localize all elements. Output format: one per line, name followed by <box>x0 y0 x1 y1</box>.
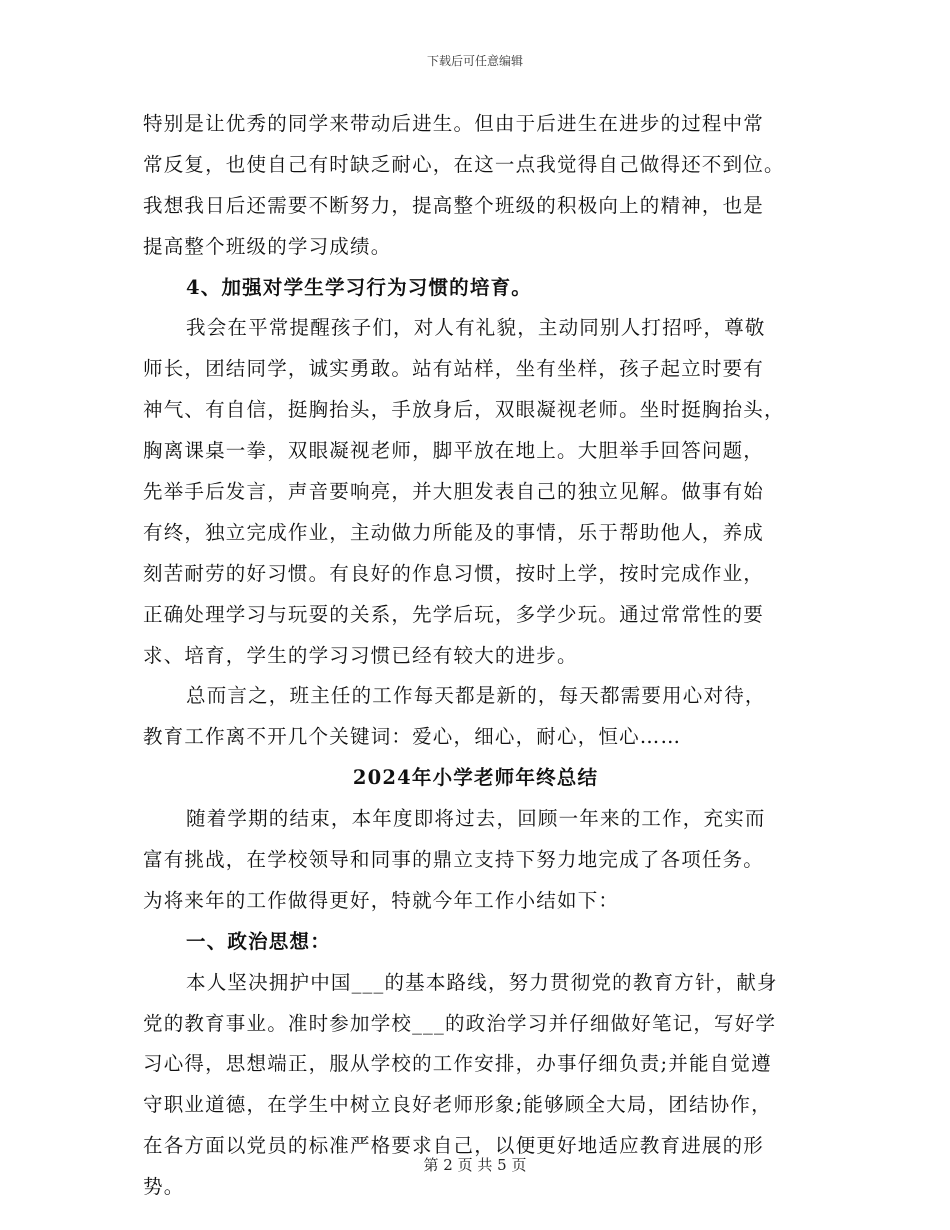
paragraph-line: 习心得，思想端正，服从学校的工作安排，办事仔细负责;并能自觉遵 <box>143 1052 772 1076</box>
document-title: 2024年小学老师年终总结 <box>352 766 599 790</box>
paragraph-line: 党的教育事业。准时参加学校___的政治学习并仔细做好笔记，写好学 <box>143 1011 777 1035</box>
document-body <box>143 104 808 1208</box>
section-heading: 4、加强对学生学习行为习惯的培育。 <box>186 275 532 299</box>
paragraph-line: 提高整个班级的学习成绩。 <box>143 234 392 258</box>
paragraph-line: 先举手后发言，声音要响亮，并大胆发表自己的独立见解。做事有始 <box>143 480 765 504</box>
page-header-note: 下载后可任意编辑 <box>426 54 523 68</box>
paragraph-line: 随着学期的结束，本年度即将过去，回顾一年来的工作，充实而 <box>186 807 766 831</box>
paragraph-line: 在各方面以党员的标准严格要求自己，以便更好地适应教育进展的形 <box>143 1134 765 1158</box>
page-number: 第 2 页 共 5 页 <box>423 1156 527 1174</box>
paragraph-line: 教育工作离不开几个关键词：爱心，细心，耐心，恒心…… <box>143 725 682 749</box>
paragraph-line: 求、培育，学生的学习习惯已经有较大的进步。 <box>143 643 578 667</box>
paragraph-line: 正确处理学习与玩耍的关系，先学后玩，多学少玩。通过常常性的要 <box>143 602 765 626</box>
paragraph-line: 为将来年的工作做得更好，特就今年工作小结如下： <box>143 888 620 912</box>
paragraph-line: 特别是让优秀的同学来带动后进生。但由于后进生在进步的过程中常 <box>143 112 765 135</box>
paragraph-line: 师长，团结同学，诚实勇敢。站有站样，坐有坐样，孩子起立时要有 <box>143 357 765 381</box>
paragraph-line: 我想我日后还需要不断努力，提高整个班级的积极向上的精神，也是 <box>143 193 765 217</box>
section-heading: 一、政治思想： <box>186 929 331 953</box>
paragraph-line: 富有挑战，在学校领导和同事的鼎立支持下努力地完成了各项任务。 <box>143 848 765 872</box>
paragraph-line: 守职业道德，在学生中树立良好老师形象;能够顾全大局，团结协作， <box>143 1093 772 1117</box>
paragraph-line: 有终，独立完成作业，主动做力所能及的事情，乐于帮助他人，养成 <box>143 520 765 544</box>
paragraph-line: 总而言之，班主任的工作每天都是新的，每天都需要用心对待， <box>186 684 766 708</box>
paragraph-line: 常反复，也使自己有时缺乏耐心，在这一点我觉得自己做得还不到位。 <box>143 152 785 176</box>
paragraph-line: 神气、有自信，挺胸抬头，手放身后，双眼凝视老师。坐时挺胸抬头， <box>143 398 785 422</box>
paragraph-line: 胸离课桌一拳，双眼凝视老师，脚平放在地上。大胆举手回答问题， <box>143 439 765 463</box>
paragraph-line: 势。 <box>143 1175 185 1199</box>
paragraph-line: 刻苦耐劳的好习惯。有良好的作息习惯，按时上学，按时完成作业， <box>143 561 765 585</box>
paragraph-line: 我会在平常提醒孩子们，对人有礼貌，主动同别人打招呼，尊敬 <box>186 316 766 340</box>
paragraph-line: 本人坚决拥护中国___的基本路线，努力贯彻党的教育方针，献身 <box>186 970 778 994</box>
